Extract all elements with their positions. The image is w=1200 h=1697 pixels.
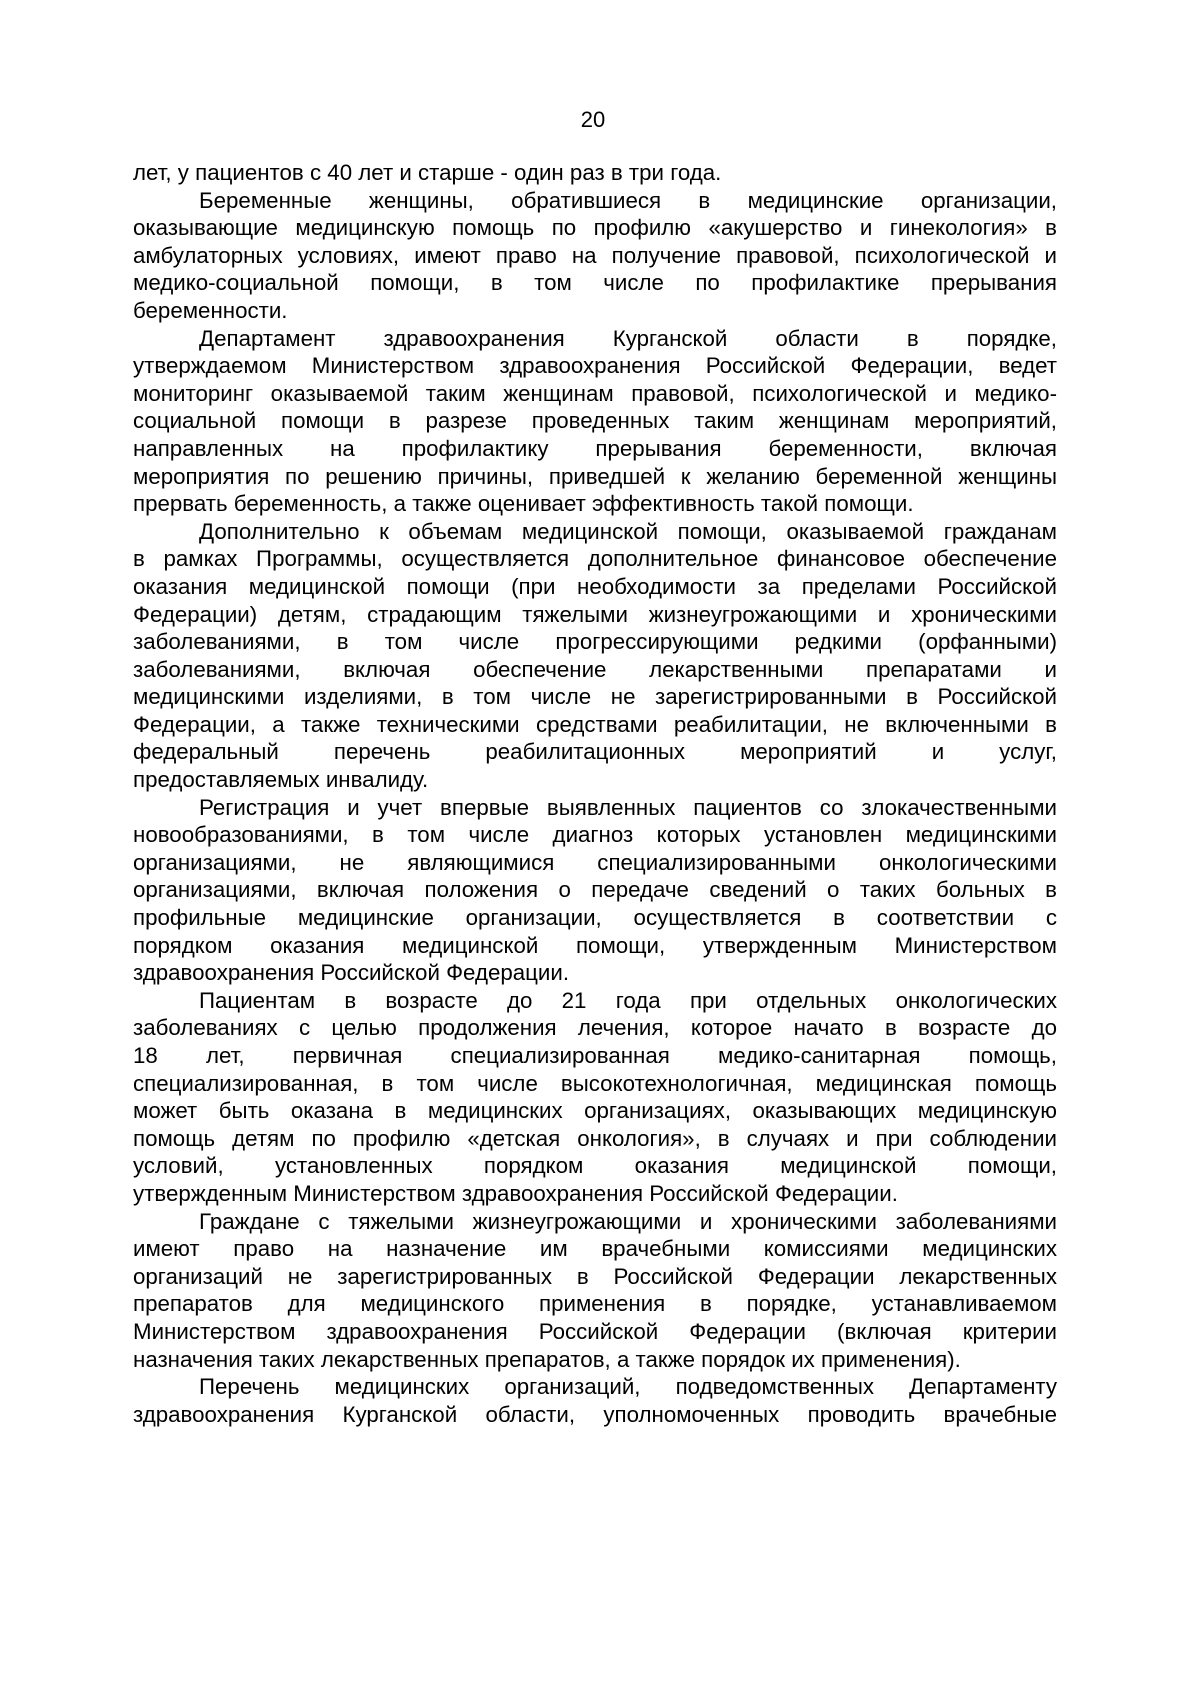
text-line: может быть оказана в медицинских организациях, оказывающих медицинскую — [133, 1098, 1057, 1124]
text-line: Регистрация и учет впервые выявленных пациентов со злокачественными — [199, 794, 1057, 820]
text-line: направленных на профилактику прерывания беременности, включая — [133, 435, 1057, 461]
text-line: Пациентам в возрасте до 21 года при отдельных онкологических — [199, 987, 1057, 1013]
text-line: имеют право на назначение им врачебными комиссиями медицинских — [133, 1236, 1057, 1262]
text-line: новообразованиями, в том числе диагноз которых установлен медицинскими — [133, 822, 1057, 848]
text-line: Беременные женщины, обратившиеся в медицинские организации, — [199, 187, 1057, 213]
text-line: медицинскими изделиями, в том числе не зарегистрированными в Российской — [133, 684, 1057, 710]
text-line: Граждане с тяжелыми жизнеугрожающими и хроническими заболеваниями — [199, 1208, 1057, 1234]
paragraph — [133, 794, 1057, 987]
text-line: здравоохранения Российской Федерации. — [133, 960, 570, 986]
text-line: препаратов для медицинского применения в порядке, устанавливаемом — [133, 1291, 1057, 1317]
text-line: организаций не зарегистрированных в Российской Федерации лекарственных — [133, 1263, 1057, 1289]
text-line: оказания медицинской помощи (при необходимости за пределами Российской — [133, 573, 1057, 599]
text-line: беременности. — [133, 297, 288, 323]
text-line: организациями, включая положения о передаче сведений о таких больных в — [133, 877, 1057, 903]
text-line: социальной помощи в разрезе проведенных таким женщинам мероприятий, — [133, 408, 1057, 434]
text-line: назначения таких лекарственных препаратов, а также порядок их применения). — [133, 1346, 961, 1372]
text-line: Министерством здравоохранения Российской Федерации (включая критерии — [133, 1318, 1057, 1344]
text-line: прервать беременность, а также оценивает эффективность такой помощи. — [133, 491, 914, 517]
text-line: Федерации, а также техническими средствами реабилитации, не включенными в — [133, 711, 1057, 737]
text-line: помощь детям по профилю «детская онкология», в случаях и при соблюдении — [133, 1125, 1057, 1151]
text-line: предоставляемых инвалиду. — [133, 767, 429, 793]
paragraph — [133, 987, 1057, 1208]
text-line: Дополнительно к объемам медицинской помощи, оказываемой гражданам — [199, 518, 1057, 544]
text-line: оказывающие медицинскую помощь по профилю «акушерство и гинекология» в — [133, 215, 1057, 241]
text-line: условий, установленных порядком оказания медицинской помощи, — [133, 1153, 1057, 1179]
paragraph — [133, 159, 1057, 187]
text-line: Перечень медицинских организаций, подведомственных Департаменту — [199, 1374, 1057, 1400]
paragraph — [133, 1208, 1057, 1374]
text-line: в рамках Программы, осуществляется дополнительное финансовое обеспечение — [133, 546, 1057, 572]
text-line: утверждаемом Министерством здравоохранения Российской Федерации, ведет — [133, 353, 1057, 379]
text-line: мероприятия по решению причины, приведшей к желанию беременной женщины — [133, 463, 1057, 489]
text-line: здравоохранения Курганской области, уполномоченных проводить врачебные — [133, 1401, 1057, 1427]
text-line: Федерации) детям, страдающим тяжелыми жизнеугрожающими и хроническими — [133, 601, 1057, 627]
text-line: амбулаторных условиях, имеют право на получение правовой, психологической и — [133, 242, 1057, 268]
text-line: 18 лет, первичная специализированная медико-санитарная помощь, — [133, 1043, 1057, 1068]
paragraph — [133, 187, 1057, 325]
paragraph — [133, 518, 1057, 794]
page-number: 20 — [580, 107, 606, 132]
text-line: Департамент здравоохранения Курганской области в порядке, — [199, 325, 1057, 351]
text-line: специализированная, в том числе высокотехнологичная, медицинская помощь — [133, 1070, 1057, 1096]
text-line: профильные медицинские организации, осуществляется в соответствии с — [133, 905, 1057, 931]
text-line: мониторинг оказываемой таким женщинам правовой, психологической и медико- — [133, 380, 1057, 406]
document-body — [133, 159, 1057, 1428]
text-line: заболеваниях с целью продолжения лечения, которое начато в возрасте до — [133, 1015, 1057, 1041]
text-line: заболеваниями, включая обеспечение лекарственными препаратами и — [133, 656, 1057, 682]
text-line: медико-социальной помощи, в том числе по профилактике прерывания — [133, 270, 1057, 296]
paragraph — [133, 325, 1057, 518]
text-line: порядком оказания медицинской помощи, утвержденным Министерством — [133, 932, 1057, 958]
paragraph — [133, 1373, 1057, 1428]
text-line: лет, у пациентов с 40 лет и старше - один раз в три года. — [133, 160, 722, 185]
text-line: заболеваниями, в том числе прогрессирующими редкими (орфанными) — [133, 629, 1057, 655]
text-line: федеральный перечень реабилитационных мероприятий и услуг, — [133, 739, 1057, 765]
text-line: утвержденным Министерством здравоохранения Российской Федерации. — [133, 1180, 898, 1206]
text-line: организациями, не являющимися специализированными онкологическими — [133, 849, 1057, 875]
